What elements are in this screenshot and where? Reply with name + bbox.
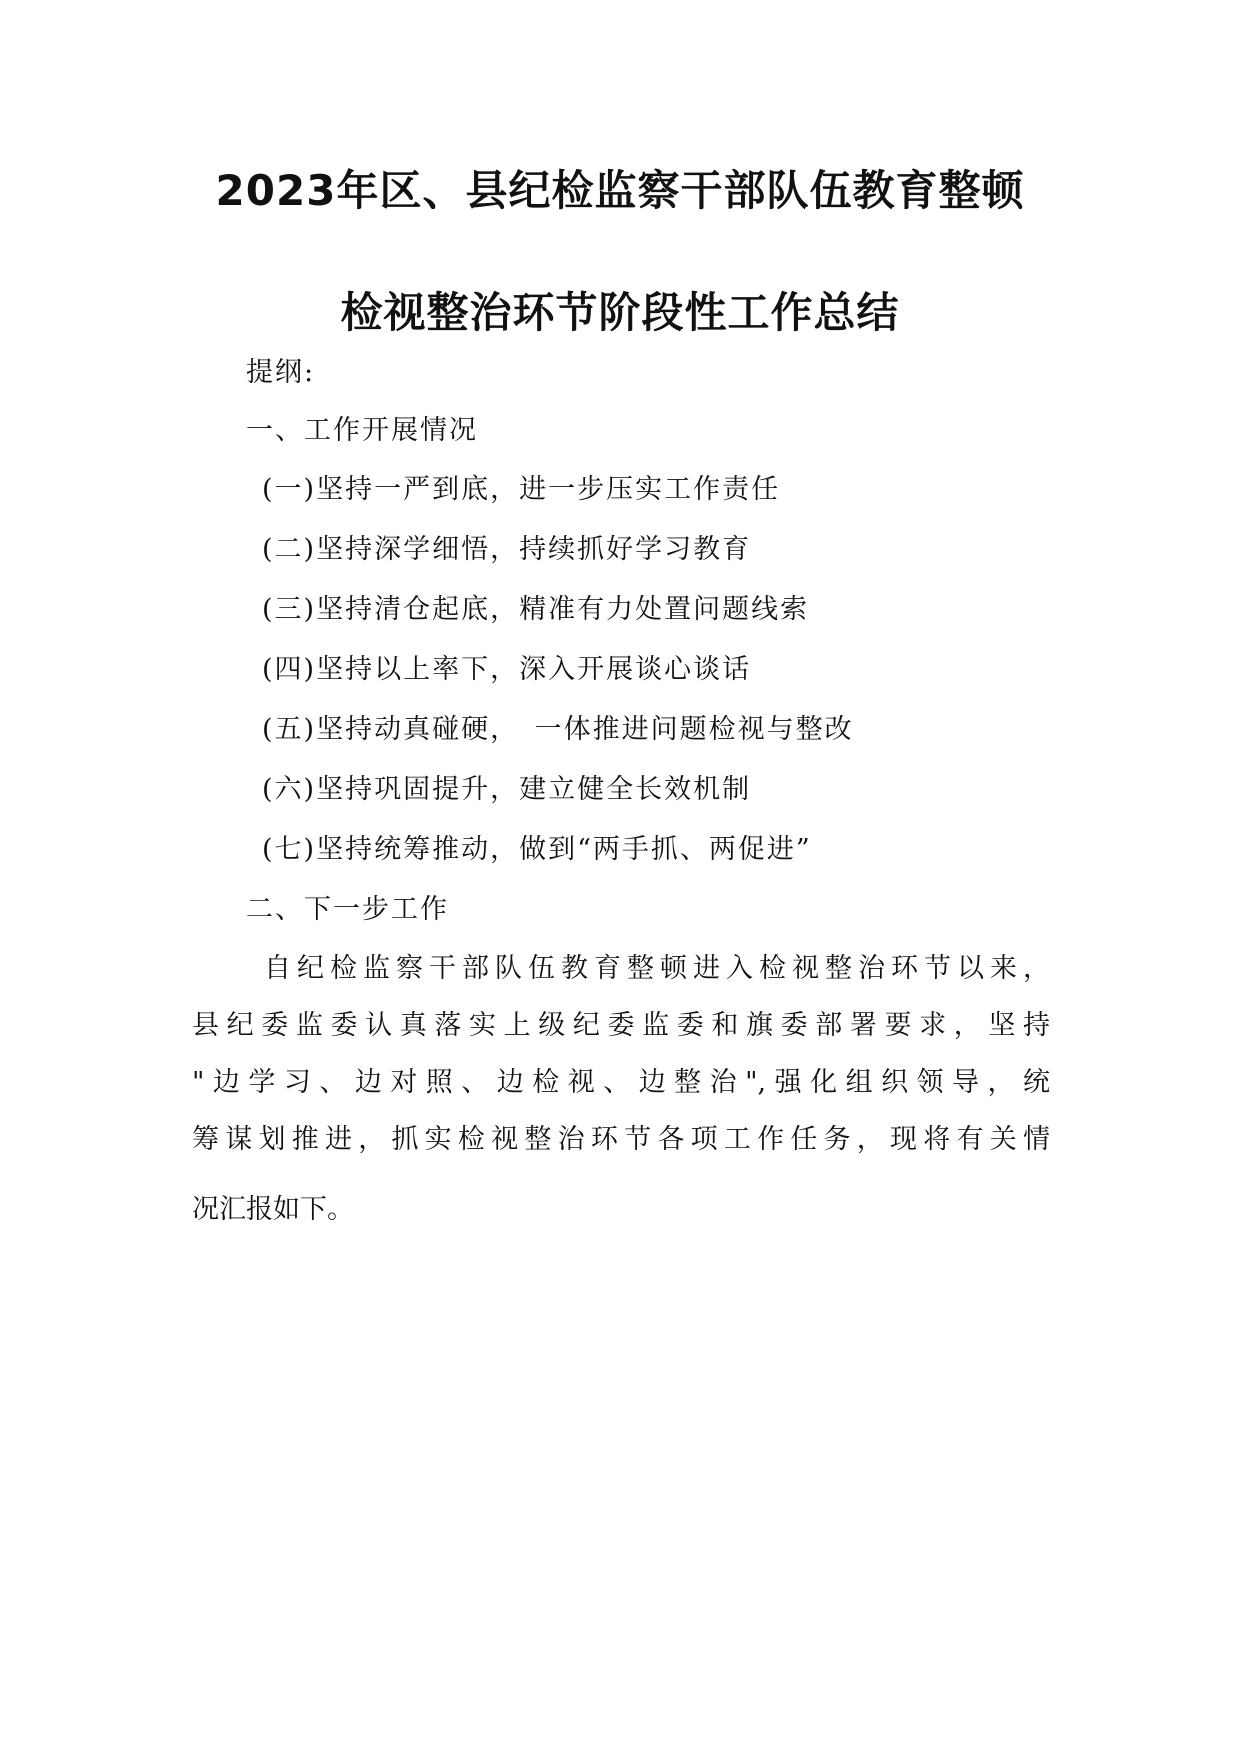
section-heading-work-progress: 一、工作开展情况 [246, 415, 478, 446]
section-heading-next-steps: 二、下一步工作 [246, 894, 449, 925]
outline-item: (五)坚持动真碰硬， 一体推进问题检视与整改 [262, 714, 854, 745]
outline-item: (二)坚持深学细悟，持续抓好学习教育 [262, 534, 752, 565]
outline-label: 提纲: [246, 357, 316, 388]
document-title-line-1: 2023年区、县纪检监察干部队伍教育整顿 [215, 166, 1025, 215]
paragraph-line: 县纪委监委认真落实上级纪委监委和旗委部署要求，坚持 [192, 1010, 1050, 1041]
outline-item: (一)坚持一严到底，进一步压实工作责任 [262, 474, 781, 505]
paragraph-line: 筹谋划推进，抓实检视整治环节各项工作任务，现将有关情 [192, 1124, 1050, 1155]
outline-item: (六)坚持巩固提升，建立健全长效机制 [262, 774, 752, 805]
document-title-line-2: 检视整治环节阶段性工作总结 [340, 288, 900, 337]
outline-item: (七)坚持统筹推动，做到“两手抓、两促进” [262, 834, 812, 865]
paragraph-line: 自纪检监察干部队伍教育整顿进入检视整治环节以来， [264, 953, 1050, 984]
outline-item: (四)坚持以上率下，深入开展谈心谈话 [262, 654, 752, 685]
paragraph-line: "边学习、边对照、边检视、边整治",强化组织领导，统 [192, 1067, 1050, 1098]
outline-item: (三)坚持清仓起底，精准有力处置问题线索 [262, 594, 810, 625]
paragraph-line: 况汇报如下。 [192, 1194, 354, 1225]
